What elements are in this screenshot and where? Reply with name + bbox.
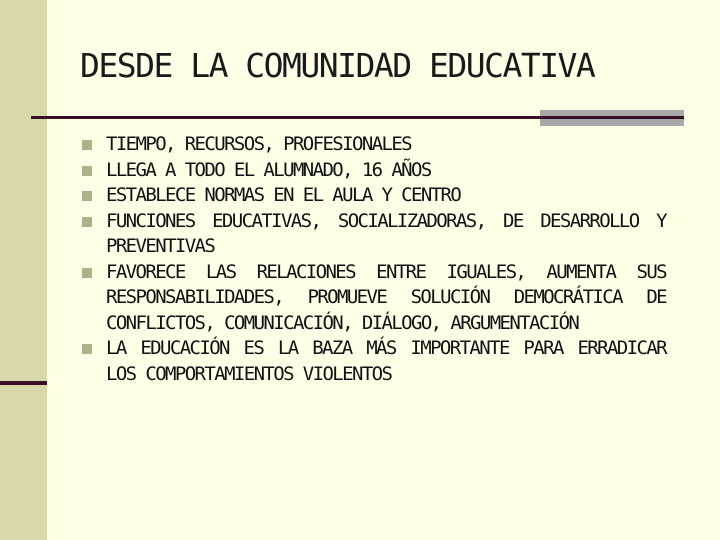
square-bullet-icon [82, 217, 92, 227]
square-bullet-icon [82, 140, 92, 150]
bullet-item [82, 183, 666, 209]
title-divider-rule [31, 116, 684, 119]
sidebar-accent-mark [0, 381, 47, 385]
slide-title: DESDE LA COMUNIDAD EDUCATIVA [80, 46, 595, 85]
bullet-list [82, 132, 666, 387]
bullet-item [82, 158, 666, 184]
bullet-text: TIEMPO, RECURSOS, PROFESIONALES [106, 133, 412, 155]
square-bullet-icon [82, 268, 92, 278]
bullet-text: FUNCIONES EDUCATIVAS, SOCIALIZADORAS, DE DESARROLLO Y PREVENTIVAS [106, 209, 666, 257]
bullet-text: LLEGA A TODO EL ALUMNADO, 16 AÑOS [106, 158, 431, 181]
square-bullet-icon [82, 191, 92, 201]
bullet-text: ESTABLECE NORMAS EN EL AULA Y CENTRO [106, 184, 461, 206]
bullet-item [82, 209, 666, 260]
bullet-text: FAVORECE LAS RELACIONES ENTRE IGUALES, AUMENTA SUS RESPONSABILIDADES, PROMUEVE SOLUCIÓN DEMOCRÁTICA DE CONFLICTOS, COMUNICACIÓN, DIÁLOGO, ARGUMENTACIÓN [106, 260, 666, 334]
square-bullet-icon [82, 344, 92, 354]
square-bullet-icon [82, 166, 92, 176]
bullet-item [82, 132, 666, 158]
bullet-item [82, 336, 666, 387]
bullet-text: LA EDUCACIÓN ES LA BAZA MÁS IMPORTANTE PARA ERRADICAR LOS COMPORTAMIENTOS VIOLENTOS [106, 337, 666, 385]
bullet-item [82, 260, 666, 337]
left-sidebar-band [0, 0, 47, 540]
